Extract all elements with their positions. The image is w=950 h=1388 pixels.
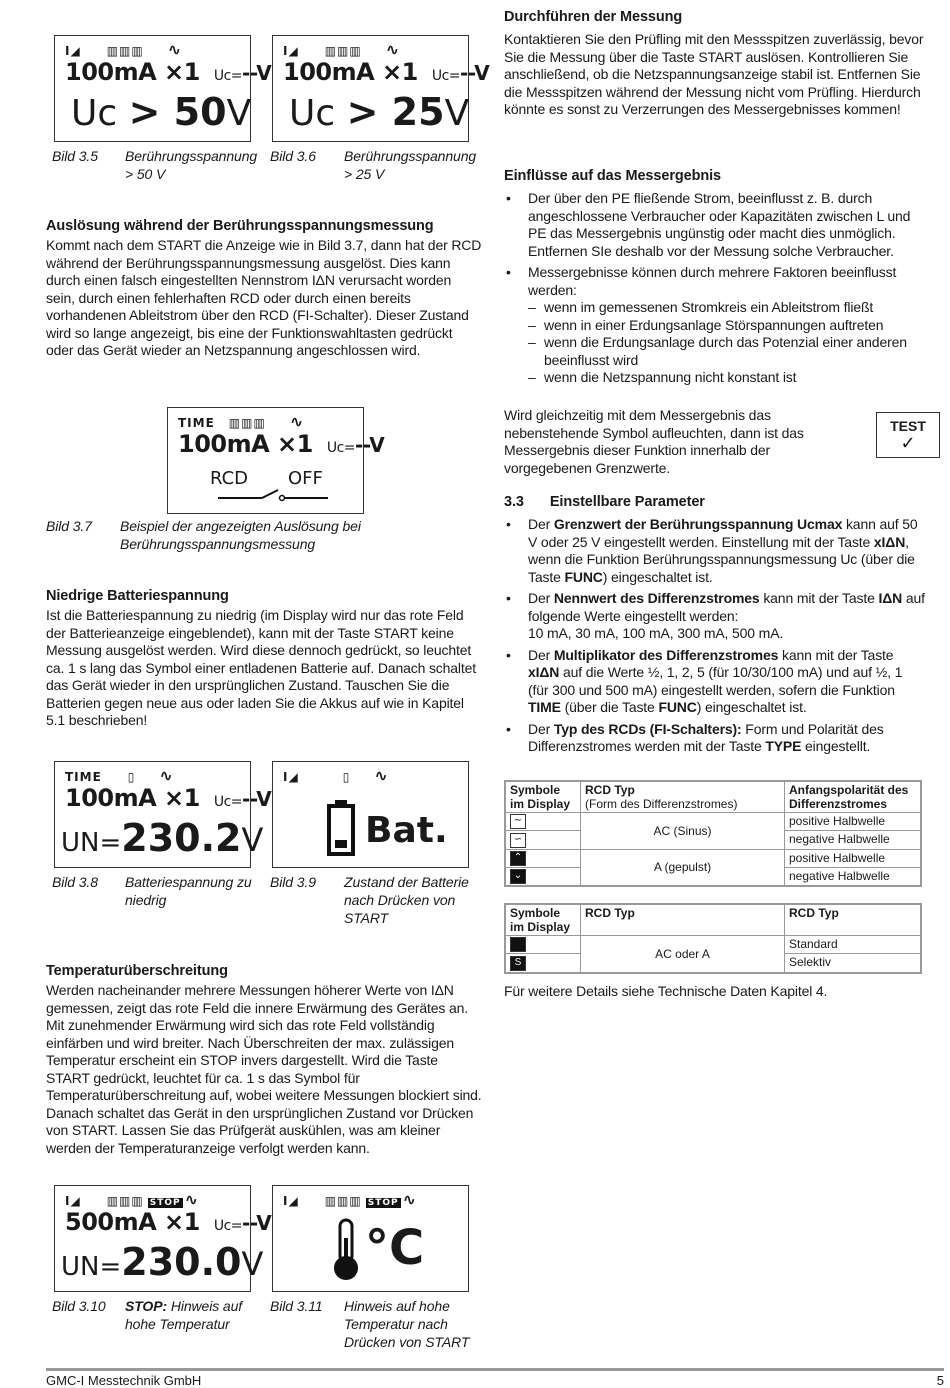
selective-icon: S <box>510 956 526 971</box>
display-bild-3-9 <box>272 761 469 868</box>
list-item: • Der Grenzwert der Berührungsspannung Ucmax kann auf 50 V oder 25 V eingestellt werden. Einstellung mit der Taste xIΔN, wenn die Funktion Berührungsspannungsmessung Uc (über die Taste FUNC) eingeschaltet ist. <box>504 516 926 586</box>
display-bild-3-6: I◢ ▥▥▥ ∿ 100mA ×1 Uc=--V Uc > 25V <box>272 35 469 142</box>
battery-signal-icon: I◢ <box>283 1194 299 1208</box>
sine-wave-icon: ∿ <box>289 412 305 431</box>
switch-open-icon <box>218 486 328 502</box>
time-label: TIME <box>178 416 215 430</box>
battery-icon: ▥▥▥ <box>324 44 362 58</box>
battery-icon: ▥▥▥ <box>106 1194 144 1208</box>
sine-wave-icon: ∿ <box>374 766 389 785</box>
list-item: • Der Multiplikator des Differenzstromes kann mit der Taste xIΔN auf die Werte ½, 1, 2, 5 (für 10/30/100 mA) und auf ½, 1 (für 300 und 500 mA) eingestellt werden, sofern die Funktion TIME (über die Taste FUNC) eingeschaltet ist. <box>504 647 926 717</box>
list-item: • Der Typ des RCDs (FI-Schalters): Form und Polarität des Differenzstromes werden mit der Taste TYPE eingestellt. <box>504 721 926 756</box>
list-item: – wenn im gemessenen Stromkreis ein Ableitstrom fließt <box>528 299 926 317</box>
battery-signal-icon: I◢ <box>65 1194 81 1208</box>
empty-battery-icon <box>327 800 355 856</box>
heading-3-3: 3.3 Einstellbare Parameter <box>504 494 705 510</box>
list-item: • Der über den PE fließende Strom, beeinflusst z. B. durch angeschlossene Verbraucher oder Kapazitäten zwischen L und PE das Messergebnis ungünstig oder macht dies unmöglich. Entfernen SIe deshalb vor der Messung solche Verbraucher. <box>504 190 926 260</box>
sine-wave-icon: ∿ <box>167 40 183 59</box>
sine-wave-icon: ∿ <box>184 1190 199 1209</box>
battery-icon: ▥▥▥ <box>324 1194 362 1208</box>
einfluesse-list <box>504 190 926 391</box>
paragraph-temperatur: Werden nacheinander mehrere Messungen höherer Werte von IΔN gemessen, zeigt das rote Feld die innere Erwärmung des Gerätes an. Mit zunehmender Erwärmung wird sich das rote Feld vollständig einfärben und wird breiter. Nach Überschreiten der max. zulässigen Temperatur erscheint ein STOP invers dargestellt. Wird die Taste START gedrückt, leuchtet für ca. 1 s das Symbol für Temperaturüberschreitung auf, wobei weitere Messungen blockiert sind. Danach schaltet das Gerät in den ursprünglichen Zustand vor Drücken von START. Lassen Sie das Prüfgerät auskühlen, was am kleiner werden der Temperaturanzeige verfolgt werden kann. <box>46 982 482 1156</box>
caption-bild-3-8: Bild 3.8 Batteriespannung zu niedrig <box>52 874 252 908</box>
paragraph-details: Für weitere Details siehe Technische Daten Kapitel 4. <box>504 983 828 999</box>
thermometer-icon <box>329 1218 363 1282</box>
voltage-value: 230.0 <box>121 1240 242 1284</box>
heading-batteriespannung: Niedrige Batteriespannung <box>46 588 229 604</box>
caption-bild-3-11: Bild 3.11 Hinweis auf hohe Temperatur nach Drücken von START <box>270 1298 470 1350</box>
caption-bild-3-6: Bild 3.6 Berührungsspannung > 25 V <box>270 148 477 182</box>
heading-durchfuehren: Durchführen der Messung <box>504 9 683 25</box>
check-icon: ✓ <box>900 433 916 453</box>
sine-wave-icon: ∿ <box>159 766 174 785</box>
display-bild-3-10: I◢ ▥▥▥ STOP ∿ 500mA ×1 Uc=--V UN=230.0V <box>54 1185 251 1292</box>
heading-einfluesse: Einflüsse auf das Messergebnis <box>504 168 721 184</box>
company-name: GMC-I Messtechnik GmbH <box>46 1373 202 1388</box>
display-bild-3-7: TIME ▥▥▥ ∿ 100mA ×1 Uc=--V RCD OFF <box>167 407 364 514</box>
current-value: 100mA <box>65 58 157 86</box>
sine-wave-icon: ∿ <box>402 1190 417 1209</box>
page-footer <box>46 1368 944 1388</box>
stop-badge: STOP <box>149 1198 181 1208</box>
battery-icon: ▥▥▥ <box>228 416 266 430</box>
list-item: – wenn die Netzspannung nicht konstant ist <box>528 369 926 387</box>
caption-bild-3-10: Bild 3.10 STOP: Hinweis auf hohe Temperatur <box>52 1298 243 1332</box>
parameter-list <box>504 516 926 760</box>
display-bild-3-11 <box>272 1185 469 1292</box>
heading-temperatur: Temperaturüberschreitung <box>46 963 228 979</box>
standard-icon <box>510 937 526 952</box>
caption-bild-3-5: Bild 3.5 Berührungsspannung > 50 V <box>52 148 258 182</box>
display-bild-3-5: I◢ ▥▥▥ ∿ 100mA ×1 Uc=--V Uc > 50V <box>54 35 251 142</box>
battery-empty-icon: ▯ <box>127 770 136 784</box>
list-item: • Der Nennwert des Differenzstromes kann mit der Taste IΔN auf folgende Werte eingestellt werden: 10 mA, 30 mA, 100 mA, 300 mA, 500 mA. <box>504 590 926 643</box>
rcd-polarity-table: Symbole im Display RCD Typ (Form des Differenzstromes) Anfangspolarität des Differenzstromes ∼ AC (Sinus) positive Halbwelle ∽ negative Halbwelle ⌃ A (gepulst) positive Halbwelle ⌄ negative Halbwelle <box>504 780 922 887</box>
sine-wave-icon: ∿ <box>385 40 401 59</box>
threshold-value: > 25 <box>346 90 445 134</box>
page-number: 5 <box>936 1373 944 1388</box>
celsius-label: °C <box>365 1220 425 1276</box>
battery-empty-icon: ▯ <box>342 770 351 784</box>
paragraph-ausloesung: Kommt nach dem START die Anzeige wie in Bild 3.7, dann hat der RCD während der Berührungsspannungsmessung ausgelöst. Dies kann durch einen falsch eingestellten Nennstrom IΔN verursacht worden sein, durch einen fehlerhaften RCD oder durch einen bereits vorhandenen Ableitstrom über den RCD (FI-Schalter). Dieser Zustand wird so lange angezeigt, bis eine der Funktionswahltasten gedrückt oder das Gerät wieder an Netzspannung angeschlossen wird. <box>46 237 482 358</box>
battery-icon: ▥▥▥ <box>106 44 144 58</box>
list-item: • Messergebnisse können durch mehrere Faktoren beeinflusst werden: – wenn im gemessenen Stromkreis ein Ableitstrom fließt – wenn in einer Erdungsanlage Störspannungen auftreten – wenn die Erdungsanlage durch das Potenzial einer anderen beeinflusst wird – wenn die Netzspannung nicht konstant ist <box>504 264 926 387</box>
battery-signal-icon: I◢ <box>65 44 81 58</box>
threshold-value: > 50 <box>128 90 227 134</box>
battery-signal-icon: I◢ <box>283 770 299 784</box>
caption-bild-3-7: Bild 3.7 Beispiel der angezeigten Auslösung bei Berührungsspannungsmessung <box>46 518 361 552</box>
rcd-type-table: Symbole im Display RCD Typ RCD Typ AC oder A Standard S Selektiv <box>504 903 922 974</box>
test-symbol: TEST ✓ <box>876 412 940 458</box>
ac-pos-icon: ∼ <box>510 814 526 829</box>
battery-signal-icon: I◢ <box>283 44 299 58</box>
heading-ausloesung: Auslösung während der Berührungsspannungsmessung <box>46 218 434 234</box>
display-bild-3-8: TIME ▯ ∿ 100mA ×1 Uc=--V UN=230.2V <box>54 761 251 868</box>
paragraph-durchfuehren: Kontaktieren Sie den Prüfling mit den Messspitzen zuverlässig, bevor Sie die Messung über die Taste START auslösen. Kontrollieren Sie anschließend, ob die Netzspannungsanzeige stabil ist. Entfernen Sie die Messspitzen während der Messung nicht vom Prüfling. Hierdurch könnte es sonst zu Verzerrungen des Messergebnisses kommen! <box>504 31 924 117</box>
caption-bild-3-9: Bild 3.9 Zustand der Batterie nach Drücken von START <box>270 874 469 926</box>
list-item: – wenn in einer Erdungsanlage Störspannungen auftreten <box>528 317 926 335</box>
bat-label: Bat. <box>365 810 448 851</box>
paragraph-batteriespannung: Ist die Batteriespannung zu niedrig (im Display wird nur das rote Feld der Batterieanzeige eingeblendet), kann mit der Taste START keine Messung ausgelöst werden. Wird diese dennoch gedrückt, so leuchtet ca. 1 s lang das Symbol einer entladenen Batterie auf. Danach schaltet das Gerät wieder in den ursprünglichen Zustand. Tauschen Sie die Batterien gegen neue aus oder laden Sie die Akkus auf wie in Kapitel 5.1 beschrieben! <box>46 607 476 728</box>
ac-neg-icon: ∽ <box>510 833 526 848</box>
off-label: OFF <box>288 468 323 489</box>
stop-badge: STOP <box>367 1198 399 1208</box>
a-neg-icon: ⌄ <box>510 869 526 884</box>
voltage-value: 230.2 <box>121 816 242 860</box>
list-item: – wenn die Erdungsanlage durch das Potenzial einer anderen beeinflusst wird <box>528 334 926 369</box>
a-pos-icon: ⌃ <box>510 851 526 866</box>
rcd-label: RCD <box>210 468 249 489</box>
paragraph-test: Wird gleichzeitig mit dem Messergebnis das nebenstehende Symbol aufleuchten, dann ist das Messergebnis dieser Funktion innerhalb der vorgegebenen Grenzwerte. <box>504 407 804 476</box>
